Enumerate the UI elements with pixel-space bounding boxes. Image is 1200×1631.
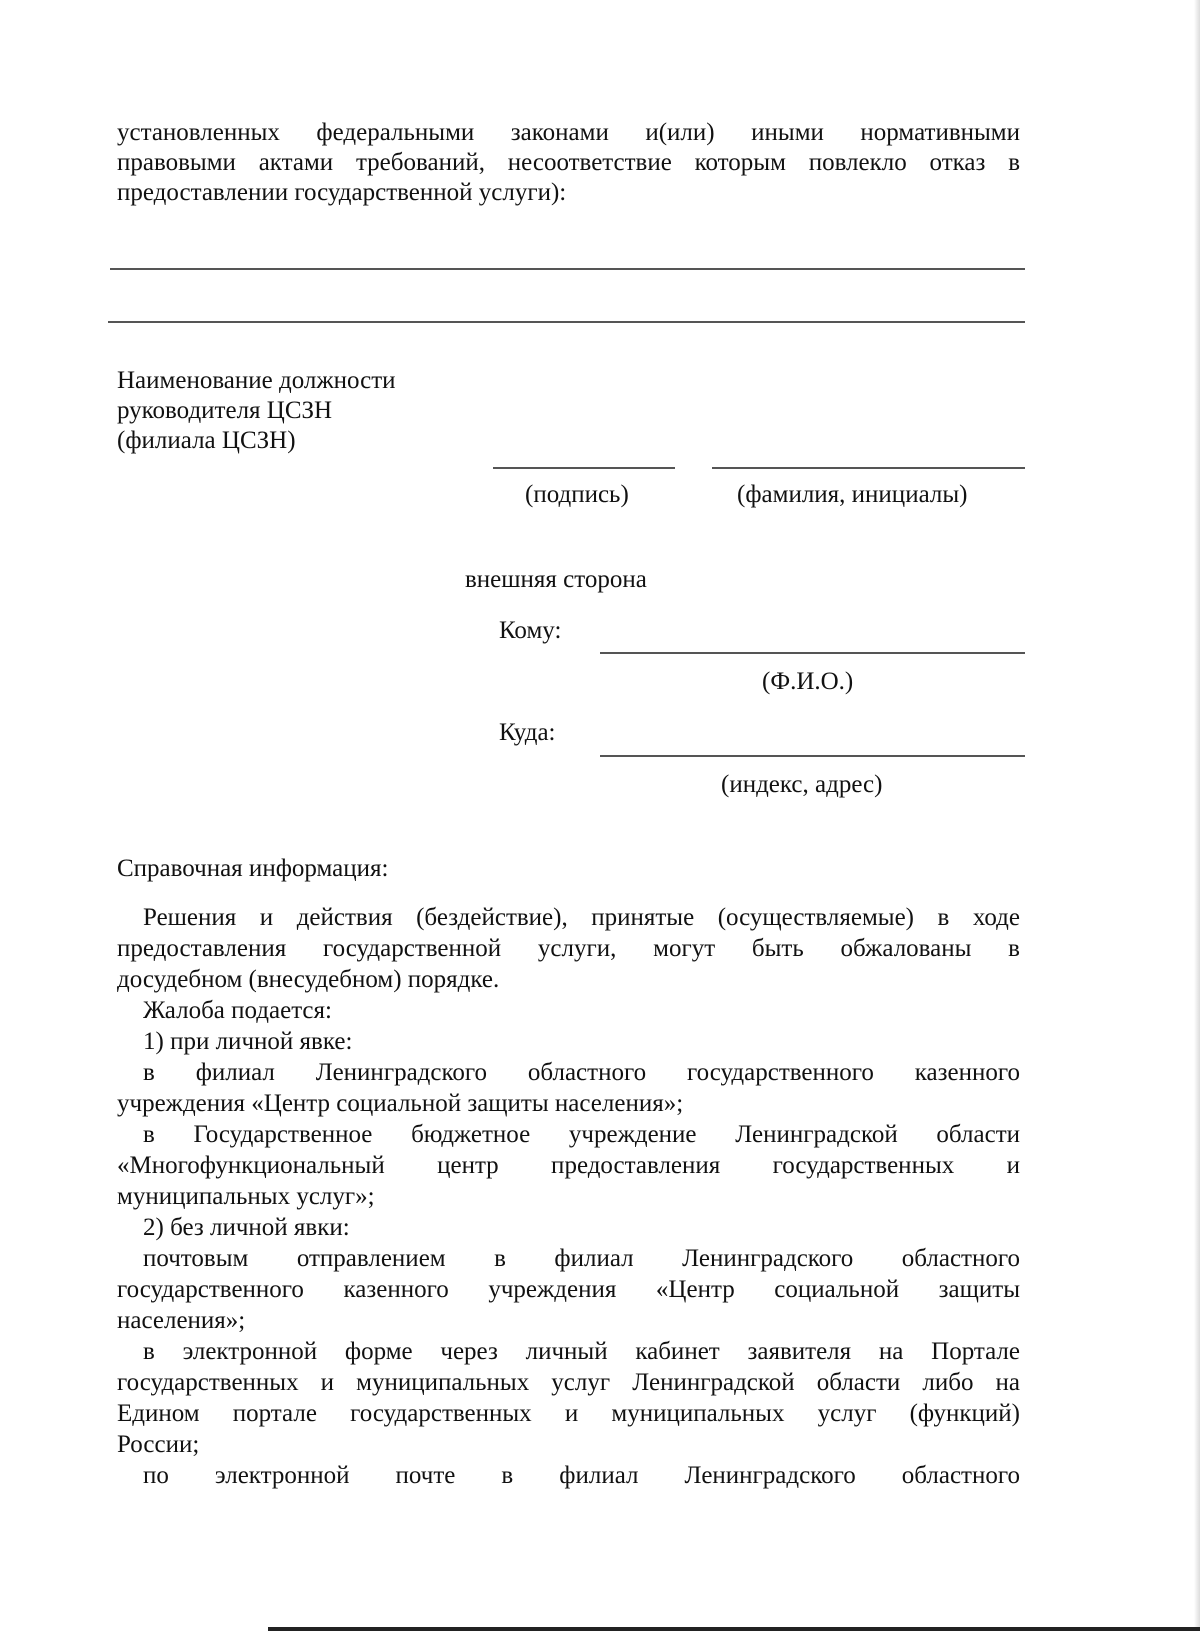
address-caption: (индекс, адрес)	[721, 771, 883, 798]
position-title-line-2: руководителя ЦСЗН	[117, 397, 333, 424]
body-line: досудебном (внесудебном) порядке.	[117, 966, 500, 993]
body-line: Жалоба подается:	[143, 997, 332, 1024]
body-line: по электронной почте в филиал Ленинградского областного	[143, 1462, 1020, 1489]
body-line: муниципальных услуг»;	[117, 1183, 375, 1210]
reference-heading: Справочная информация:	[117, 855, 389, 882]
body-line: почтовым отправлением в филиал Ленинградского областного	[143, 1245, 1020, 1272]
body-line: 2) без личной явки:	[143, 1214, 350, 1241]
name-caption: (фамилия, инициалы)	[737, 481, 968, 508]
scan-edge-shadow	[1194, 0, 1200, 1631]
body-line: России;	[117, 1431, 200, 1458]
signature-caption: (подпись)	[525, 481, 629, 508]
blank-line-2	[108, 321, 1025, 323]
body-line: учреждения «Центр социальной защиты населения»;	[117, 1090, 684, 1117]
body-line: предоставления государственной услуги, могут быть обжалованы в	[117, 935, 1020, 962]
fio-caption: (Ф.И.О.)	[762, 668, 854, 695]
body-line: в филиал Ленинградского областного государственного казенного	[143, 1059, 1020, 1086]
body-line: населения»;	[117, 1307, 246, 1334]
body-line: Едином портале государственных и муниципальных услуг (функций)	[117, 1400, 1020, 1427]
to-line	[600, 652, 1025, 654]
body-line: «Многофункциональный центр предоставления государственных и	[117, 1152, 1020, 1179]
position-title-line-1: Наименование должности	[117, 367, 396, 394]
outer-side-label: внешняя сторона	[465, 566, 647, 593]
where-line	[600, 755, 1025, 757]
body-line: в Государственное бюджетное учреждение Ленинградской области	[143, 1121, 1020, 1148]
intro-line-1: установленных федеральными законами и(или) иными нормативными	[117, 119, 1020, 146]
body-line: государственных и муниципальных услуг Ленинградской области либо на	[117, 1369, 1020, 1396]
body-line: в электронной форме через личный кабинет заявителя на Портале	[143, 1338, 1020, 1365]
where-label: Куда:	[499, 719, 556, 746]
intro-line-2: правовыми актами требований, несоответствие которым повлекло отказ в	[117, 149, 1020, 176]
position-title-line-3: (филиала ЦСЗН)	[117, 427, 296, 454]
body-line: Решения и действия (бездействие), принятые (осуществляемые) в ходе	[143, 904, 1020, 931]
signature-line	[493, 467, 675, 469]
body-line: 1) при личной явке:	[143, 1028, 353, 1055]
blank-line-1	[110, 268, 1025, 270]
name-line	[712, 467, 1025, 469]
to-label: Кому:	[499, 617, 562, 644]
intro-line-3: предоставлении государственной услуги):	[117, 179, 567, 206]
body-line: государственного казенного учреждения «Центр социальной защиты	[117, 1276, 1020, 1303]
scan-bottom-edge	[268, 1627, 1200, 1631]
